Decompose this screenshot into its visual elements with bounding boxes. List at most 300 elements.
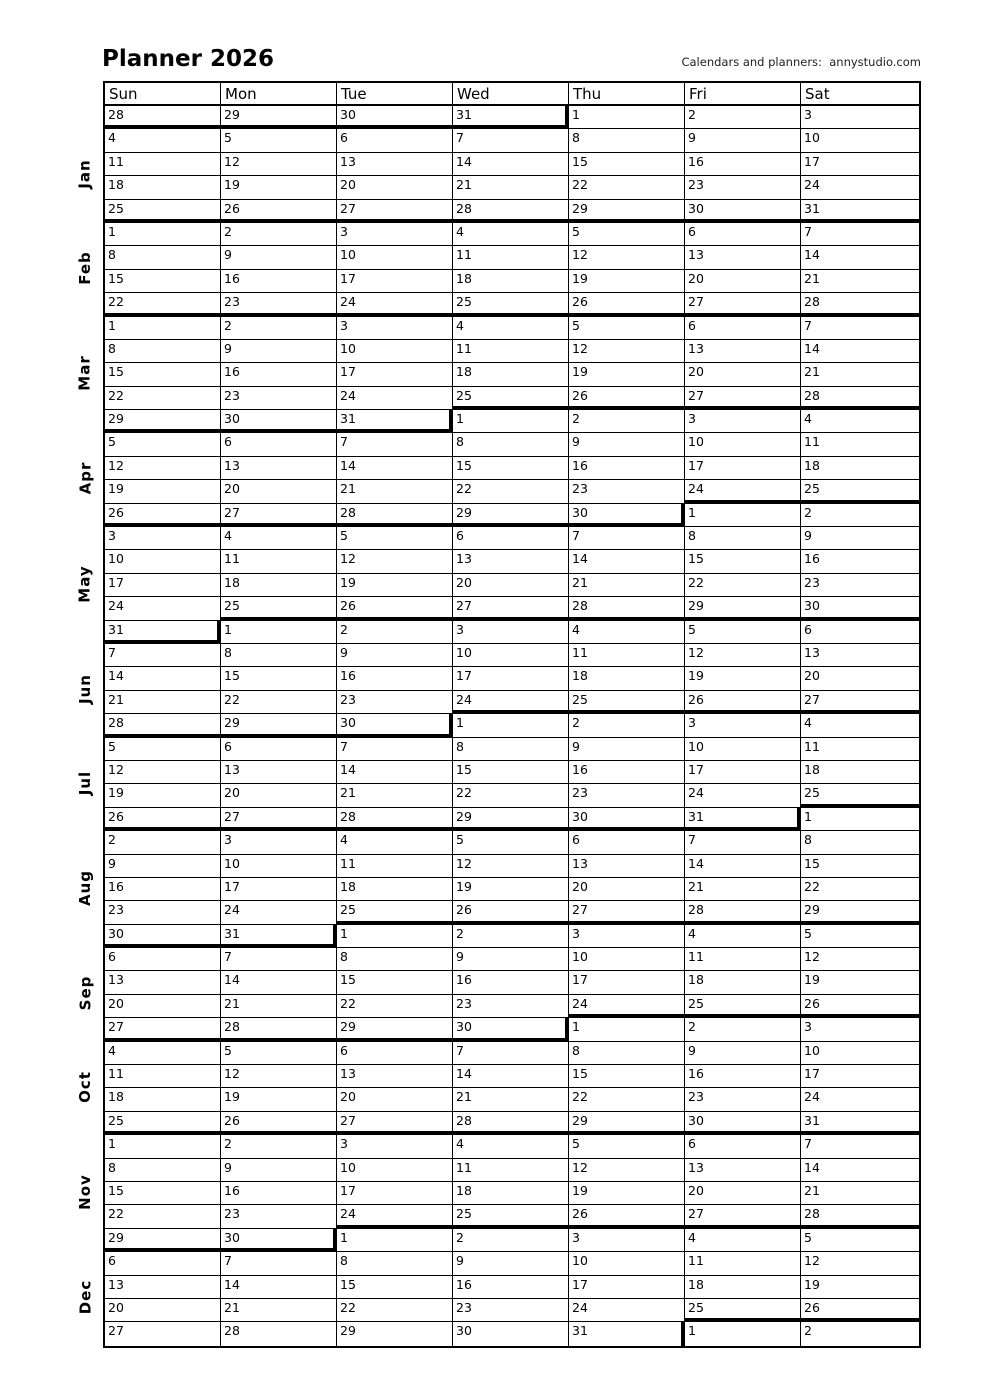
day-cell: 20 xyxy=(337,176,453,199)
day-cell: 19 xyxy=(685,667,801,690)
day-cell: 9 xyxy=(221,1159,337,1182)
day-cell: 2 xyxy=(453,1229,569,1252)
day-cell: 14 xyxy=(105,667,221,690)
day-cell: 19 xyxy=(569,270,685,293)
day-cell: 9 xyxy=(685,129,801,152)
day-cell: 15 xyxy=(105,1182,221,1205)
day-cell: 28 xyxy=(569,597,685,620)
month-label: Nov xyxy=(76,1174,95,1210)
day-cell: 15 xyxy=(453,761,569,784)
day-cell: 26 xyxy=(337,597,453,620)
day-cell: 14 xyxy=(453,153,569,176)
day-cell: 25 xyxy=(685,995,801,1018)
day-cell: 25 xyxy=(221,597,337,620)
month-label: Jan xyxy=(75,159,94,189)
day-header-sat: Sat xyxy=(801,83,919,106)
day-cell: 15 xyxy=(105,363,221,386)
month-label-band-dec xyxy=(70,1251,100,1345)
day-cell: 13 xyxy=(801,644,919,667)
day-cell: 16 xyxy=(105,878,221,901)
day-cell: 18 xyxy=(453,363,569,386)
day-cell: 17 xyxy=(569,1276,685,1299)
day-cell: 18 xyxy=(569,667,685,690)
day-cell: 14 xyxy=(221,1276,337,1299)
day-cell: 23 xyxy=(801,574,919,597)
month-label-band-feb xyxy=(70,221,100,315)
month-label: Apr xyxy=(76,462,94,495)
day-cell: 7 xyxy=(221,948,337,971)
day-cell: 22 xyxy=(801,878,919,901)
day-cell: 21 xyxy=(221,1299,337,1322)
day-cell: 2 xyxy=(801,504,919,527)
day-cell: 24 xyxy=(801,176,919,199)
day-cell: 6 xyxy=(221,738,337,761)
day-cell: 6 xyxy=(221,433,337,456)
day-cell: 24 xyxy=(685,480,801,503)
month-label: Sep xyxy=(76,975,94,1011)
day-cell: 16 xyxy=(685,1065,801,1088)
day-cell: 27 xyxy=(105,1322,221,1345)
day-cell: 30 xyxy=(105,925,221,948)
day-cell: 5 xyxy=(221,129,337,152)
day-cell: 12 xyxy=(221,153,337,176)
day-cell: 26 xyxy=(569,293,685,316)
month-label-band-nov xyxy=(70,1134,100,1251)
day-cell: 23 xyxy=(685,176,801,199)
day-cell: 14 xyxy=(569,550,685,573)
day-cell: 10 xyxy=(801,129,919,152)
day-cell: 16 xyxy=(221,270,337,293)
day-cell: 12 xyxy=(569,1159,685,1182)
day-cell: 4 xyxy=(801,714,919,737)
day-cell: 9 xyxy=(453,948,569,971)
day-cell: 29 xyxy=(453,504,569,527)
day-cell: 25 xyxy=(801,480,919,503)
day-cell: 14 xyxy=(801,1159,919,1182)
day-cell: 27 xyxy=(685,293,801,316)
day-cell: 31 xyxy=(337,410,453,433)
day-cell: 15 xyxy=(569,1065,685,1088)
day-cell: 25 xyxy=(453,293,569,316)
day-cell: 20 xyxy=(685,363,801,386)
day-cell: 30 xyxy=(453,1322,569,1345)
day-cell: 18 xyxy=(105,1088,221,1111)
day-cell: 19 xyxy=(337,574,453,597)
day-header-wed: Wed xyxy=(453,83,569,106)
day-cell: 10 xyxy=(337,246,453,269)
month-label-band-oct xyxy=(70,1040,100,1134)
day-cell: 1 xyxy=(337,1229,453,1252)
day-cell: 29 xyxy=(569,1112,685,1135)
day-cell: 21 xyxy=(337,784,453,807)
month-label-band-sep xyxy=(70,946,100,1040)
day-cell: 9 xyxy=(221,246,337,269)
day-cell: 23 xyxy=(569,784,685,807)
day-cell: 24 xyxy=(337,1205,453,1228)
day-cell: 23 xyxy=(221,387,337,410)
day-cell: 3 xyxy=(337,1135,453,1158)
day-cell: 26 xyxy=(685,691,801,714)
day-cell: 7 xyxy=(801,317,919,340)
day-cell: 29 xyxy=(569,200,685,223)
day-cell: 5 xyxy=(453,831,569,854)
day-cell: 6 xyxy=(453,527,569,550)
month-label-band-may xyxy=(70,525,100,642)
day-cell: 10 xyxy=(569,1252,685,1275)
day-cell: 13 xyxy=(453,550,569,573)
day-cell: 15 xyxy=(801,855,919,878)
day-cell: 11 xyxy=(685,1252,801,1275)
day-cell: 4 xyxy=(221,527,337,550)
day-cell: 9 xyxy=(337,644,453,667)
day-cell: 12 xyxy=(337,550,453,573)
day-cell: 7 xyxy=(105,644,221,667)
day-cell: 7 xyxy=(337,433,453,456)
day-cell: 31 xyxy=(453,106,569,129)
day-cell: 27 xyxy=(337,200,453,223)
day-cell: 20 xyxy=(453,574,569,597)
day-cell: 29 xyxy=(337,1322,453,1345)
day-cell: 19 xyxy=(453,878,569,901)
day-cell: 11 xyxy=(105,153,221,176)
day-cell: 15 xyxy=(221,667,337,690)
day-cell: 21 xyxy=(337,480,453,503)
day-cell: 28 xyxy=(337,808,453,831)
day-cell: 29 xyxy=(685,597,801,620)
day-cell: 8 xyxy=(569,1042,685,1065)
month-label: Jun xyxy=(75,674,94,704)
day-cell: 28 xyxy=(801,293,919,316)
day-cell: 2 xyxy=(105,831,221,854)
day-cell: 20 xyxy=(569,878,685,901)
day-cell: 25 xyxy=(801,784,919,807)
day-cell: 25 xyxy=(105,1112,221,1135)
day-cell: 21 xyxy=(801,270,919,293)
day-cell: 18 xyxy=(685,1276,801,1299)
day-cell: 28 xyxy=(453,200,569,223)
day-cell: 22 xyxy=(337,995,453,1018)
day-cell: 29 xyxy=(337,1018,453,1041)
day-cell: 30 xyxy=(221,1229,337,1252)
day-cell: 19 xyxy=(569,363,685,386)
day-cell: 8 xyxy=(105,246,221,269)
day-cell: 23 xyxy=(105,901,221,924)
day-cell: 21 xyxy=(801,363,919,386)
day-cell: 6 xyxy=(685,317,801,340)
day-cell: 20 xyxy=(337,1088,453,1111)
day-cell: 12 xyxy=(801,948,919,971)
day-cell: 8 xyxy=(337,948,453,971)
day-cell: 31 xyxy=(801,1112,919,1135)
day-cell: 1 xyxy=(105,317,221,340)
day-cell: 10 xyxy=(337,340,453,363)
day-cell: 16 xyxy=(569,457,685,480)
day-cell: 25 xyxy=(337,901,453,924)
day-cell: 19 xyxy=(801,1276,919,1299)
day-cell: 8 xyxy=(221,644,337,667)
day-header-thu: Thu xyxy=(569,83,685,106)
day-cell: 25 xyxy=(453,387,569,410)
day-cell: 10 xyxy=(453,644,569,667)
day-cell: 31 xyxy=(105,621,221,644)
day-cell: 10 xyxy=(685,433,801,456)
day-cell: 1 xyxy=(801,808,919,831)
day-cell: 11 xyxy=(569,644,685,667)
day-cell: 25 xyxy=(453,1205,569,1228)
day-cell: 4 xyxy=(453,1135,569,1158)
day-cell: 30 xyxy=(337,106,453,129)
day-cell: 4 xyxy=(801,410,919,433)
page-title: Planner 2026 xyxy=(102,46,274,72)
day-cell: 11 xyxy=(801,433,919,456)
day-cell: 2 xyxy=(221,223,337,246)
month-label: May xyxy=(76,565,94,603)
day-cell: 1 xyxy=(453,714,569,737)
day-cell: 27 xyxy=(453,597,569,620)
day-cell: 8 xyxy=(453,433,569,456)
day-cell: 22 xyxy=(569,1088,685,1111)
day-cell: 13 xyxy=(105,971,221,994)
day-cell: 10 xyxy=(569,948,685,971)
day-cell: 29 xyxy=(105,410,221,433)
day-cell: 14 xyxy=(685,855,801,878)
day-cell: 1 xyxy=(337,925,453,948)
day-cell: 27 xyxy=(105,1018,221,1041)
day-cell: 9 xyxy=(221,340,337,363)
day-cell: 28 xyxy=(105,714,221,737)
day-cell: 18 xyxy=(685,971,801,994)
day-cell: 25 xyxy=(105,200,221,223)
day-cell: 7 xyxy=(453,129,569,152)
day-cell: 29 xyxy=(221,714,337,737)
day-cell: 21 xyxy=(453,176,569,199)
day-cell: 8 xyxy=(105,340,221,363)
day-cell: 9 xyxy=(569,738,685,761)
day-cell: 17 xyxy=(801,153,919,176)
day-cell: 20 xyxy=(801,667,919,690)
day-cell: 19 xyxy=(801,971,919,994)
day-cell: 29 xyxy=(105,1229,221,1252)
day-cell: 27 xyxy=(221,808,337,831)
day-cell: 9 xyxy=(105,855,221,878)
day-cell: 3 xyxy=(337,223,453,246)
day-cell: 21 xyxy=(453,1088,569,1111)
day-cell: 1 xyxy=(453,410,569,433)
day-cell: 30 xyxy=(569,504,685,527)
day-cell: 26 xyxy=(801,995,919,1018)
day-cell: 30 xyxy=(569,808,685,831)
day-cell: 2 xyxy=(569,410,685,433)
day-cell: 5 xyxy=(569,1135,685,1158)
day-cell: 11 xyxy=(337,855,453,878)
day-cell: 9 xyxy=(801,527,919,550)
day-cell: 17 xyxy=(685,761,801,784)
day-cell: 30 xyxy=(453,1018,569,1041)
day-cell: 10 xyxy=(337,1159,453,1182)
day-cell: 12 xyxy=(105,761,221,784)
day-cell: 13 xyxy=(685,1159,801,1182)
day-cell: 5 xyxy=(337,527,453,550)
day-cell: 2 xyxy=(453,925,569,948)
day-cell: 14 xyxy=(801,340,919,363)
day-cell: 2 xyxy=(804,1323,812,1339)
day-cell: 7 xyxy=(685,831,801,854)
day-cell: 10 xyxy=(685,738,801,761)
day-cell: 11 xyxy=(801,738,919,761)
day-cell: 8 xyxy=(453,738,569,761)
month-label: Aug xyxy=(76,869,94,906)
day-cell: 13 xyxy=(221,761,337,784)
day-cell: 23 xyxy=(685,1088,801,1111)
day-cell: 6 xyxy=(337,129,453,152)
month-label-band-apr xyxy=(70,432,100,526)
day-cell: 10 xyxy=(105,550,221,573)
day-cell: 12 xyxy=(453,855,569,878)
day-cell: 22 xyxy=(105,293,221,316)
day-cell: 13 xyxy=(105,1276,221,1299)
month-label: Mar xyxy=(76,355,95,391)
day-cell: 1 xyxy=(685,1322,801,1345)
day-cell: 5 xyxy=(801,1229,919,1252)
day-cell: 5 xyxy=(221,1042,337,1065)
day-cell: 13 xyxy=(569,855,685,878)
day-cell: 18 xyxy=(105,176,221,199)
day-cell: 30 xyxy=(685,200,801,223)
month-label: Dec xyxy=(76,1280,94,1315)
month-label-band-jul xyxy=(70,736,100,830)
day-cell: 26 xyxy=(569,1205,685,1228)
day-cell: 16 xyxy=(569,761,685,784)
day-cell: 9 xyxy=(453,1252,569,1275)
day-cell: 27 xyxy=(337,1112,453,1135)
day-cell: 26 xyxy=(221,200,337,223)
day-cell: 3 xyxy=(105,527,221,550)
day-cell: 3 xyxy=(685,714,801,737)
day-cell: 26 xyxy=(801,1299,919,1322)
day-cell: 12 xyxy=(801,1252,919,1275)
day-cell: 4 xyxy=(453,223,569,246)
day-cell: 4 xyxy=(105,129,221,152)
day-cell: 1 xyxy=(569,106,685,129)
day-cell: 25 xyxy=(685,1299,801,1322)
day-cell: 5 xyxy=(105,738,221,761)
day-cell: 23 xyxy=(221,293,337,316)
day-cell: 1 xyxy=(685,504,801,527)
day-cell: 8 xyxy=(569,129,685,152)
day-cell: 11 xyxy=(453,340,569,363)
day-cell: 17 xyxy=(337,363,453,386)
day-cell: 3 xyxy=(801,106,919,129)
day-cell: 20 xyxy=(221,784,337,807)
day-cell: 3 xyxy=(569,1229,685,1252)
day-cell: 17 xyxy=(569,971,685,994)
day-cell: 17 xyxy=(453,667,569,690)
day-cell: 5 xyxy=(685,621,801,644)
day-cell: 17 xyxy=(801,1065,919,1088)
day-cell: 2 xyxy=(221,1135,337,1158)
day-cell: 22 xyxy=(105,1205,221,1228)
day-cell: 27 xyxy=(569,901,685,924)
day-cell: 23 xyxy=(453,995,569,1018)
day-cell: 13 xyxy=(685,246,801,269)
day-cell: 9 xyxy=(569,433,685,456)
day-cell: 24 xyxy=(569,1299,685,1322)
day-cell: 6 xyxy=(801,621,919,644)
day-cell: 19 xyxy=(105,784,221,807)
day-cell: 12 xyxy=(221,1065,337,1088)
day-cell: 31 xyxy=(801,200,919,223)
day-cell: 26 xyxy=(105,504,221,527)
day-cell: 21 xyxy=(569,574,685,597)
month-label-band-jun xyxy=(70,642,100,736)
day-cell: 16 xyxy=(337,667,453,690)
day-header-tue: Tue xyxy=(337,83,453,106)
day-cell: 30 xyxy=(337,714,453,737)
day-cell: 22 xyxy=(105,387,221,410)
month-label: Feb xyxy=(76,251,94,285)
day-cell: 28 xyxy=(105,106,221,129)
day-cell: 15 xyxy=(105,270,221,293)
day-cell: 24 xyxy=(453,691,569,714)
day-cell: 8 xyxy=(801,831,919,854)
day-cell: 22 xyxy=(569,176,685,199)
day-cell: 15 xyxy=(569,153,685,176)
day-cell: 16 xyxy=(453,1276,569,1299)
day-cell: 30 xyxy=(685,1112,801,1135)
month-label-band-mar xyxy=(70,315,100,432)
day-cell: 2 xyxy=(569,714,685,737)
day-cell: 4 xyxy=(337,831,453,854)
day-cell: 22 xyxy=(453,784,569,807)
day-cell: 2 xyxy=(337,621,453,644)
day-cell: 27 xyxy=(685,1205,801,1228)
day-cell: 12 xyxy=(569,340,685,363)
day-cell: 31 xyxy=(569,1322,685,1345)
day-cell: 29 xyxy=(801,901,919,924)
day-cell: 15 xyxy=(685,550,801,573)
day-cell: 6 xyxy=(105,948,221,971)
day-cell: 11 xyxy=(685,948,801,971)
day-cell: 6 xyxy=(569,831,685,854)
day-cell: 4 xyxy=(453,317,569,340)
day-cell: 19 xyxy=(105,480,221,503)
day-cell: 20 xyxy=(685,1182,801,1205)
day-cell: 30 xyxy=(801,597,919,620)
day-cell: 28 xyxy=(801,1205,919,1228)
day-header-sun: Sun xyxy=(105,83,221,106)
day-cell: 31 xyxy=(221,925,337,948)
day-cell: 23 xyxy=(337,691,453,714)
day-cell: 18 xyxy=(337,878,453,901)
day-cell: 23 xyxy=(453,1299,569,1322)
day-cell: 7 xyxy=(453,1042,569,1065)
day-cell: 5 xyxy=(569,317,685,340)
day-cell: 25 xyxy=(569,691,685,714)
day-cell: 24 xyxy=(337,293,453,316)
day-cell: 1 xyxy=(105,223,221,246)
day-cell: 22 xyxy=(337,1299,453,1322)
day-cell: 18 xyxy=(453,270,569,293)
day-cell: 11 xyxy=(221,550,337,573)
day-cell: 28 xyxy=(221,1322,337,1345)
day-cell: 7 xyxy=(801,1135,919,1158)
day-cell: 20 xyxy=(685,270,801,293)
day-cell: 2 xyxy=(221,317,337,340)
day-cell: 10 xyxy=(221,855,337,878)
day-cell: 26 xyxy=(569,387,685,410)
day-cell: 20 xyxy=(105,995,221,1018)
day-cell: 16 xyxy=(221,363,337,386)
